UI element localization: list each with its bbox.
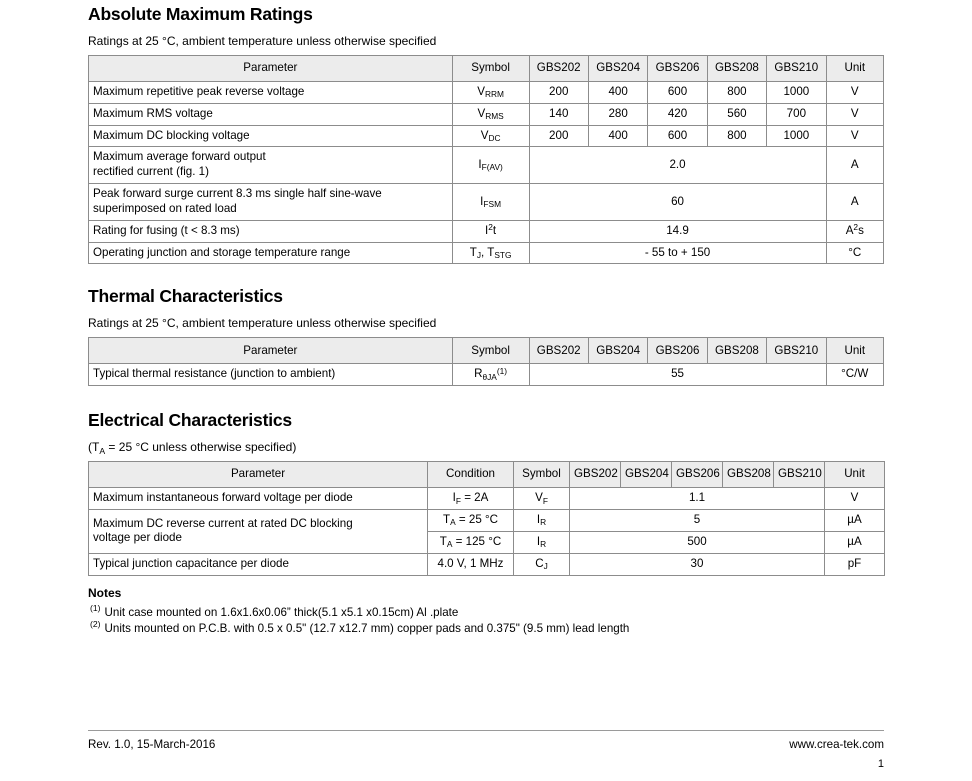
notes-section <box>88 586 884 636</box>
cell-merged-value: 1.1 <box>570 488 825 510</box>
cell-merged-value: 30 <box>570 553 825 575</box>
cell-merged-value: 55 <box>529 364 826 386</box>
condition-sub: F <box>455 495 461 506</box>
col-gbs202: GBS202 <box>570 462 621 488</box>
section-subtitle-electrical <box>88 440 884 454</box>
condition-post: = 25 °C <box>455 513 498 527</box>
section-title-electrical: Electrical Characteristics <box>88 410 292 431</box>
cell-symbol <box>452 125 529 147</box>
parameter-line-1: Maximum average forward output <box>93 150 266 164</box>
symbol-sub: θJA <box>482 371 497 382</box>
note-item <box>88 619 884 635</box>
unit-sup: 2 <box>853 222 859 233</box>
symbol-sup: 2 <box>488 222 493 233</box>
col-symbol: Symbol <box>514 462 570 488</box>
cell-parameter: Operating junction and storage temperature range <box>89 242 453 264</box>
cell-symbol <box>452 184 529 221</box>
cell-symbol <box>514 488 570 510</box>
cell-unit: A <box>826 147 883 184</box>
subtitle-sub: A <box>99 445 106 456</box>
subtitle-pre: (T <box>88 440 100 455</box>
cell-gbs202: 200 <box>529 125 588 147</box>
condition-post: = 2A <box>460 491 489 505</box>
table-row <box>89 125 884 147</box>
condition-sub: A <box>450 517 456 528</box>
section-absolute-maximum-ratings <box>88 0 884 264</box>
cell-merged-value: 14.9 <box>529 220 826 242</box>
parameter-line-2: rectified current (fig. 1) <box>93 165 209 179</box>
symbol-sub: R <box>540 517 547 528</box>
col-parameter: Parameter <box>89 56 453 82</box>
table-row <box>89 220 884 242</box>
col-gbs210: GBS210 <box>774 462 825 488</box>
condition-sub: A <box>446 539 453 550</box>
symbol-base: R <box>474 367 483 381</box>
table-row <box>89 488 885 510</box>
footer-revision: Rev. 1.0, 15-March-2016 <box>88 738 216 751</box>
page-number: 1 <box>877 758 884 770</box>
col-condition: Condition <box>428 462 514 488</box>
note-marker: (2) <box>90 619 101 630</box>
col-gbs208: GBS208 <box>707 56 766 82</box>
col-symbol: Symbol <box>452 56 529 82</box>
cell-gbs206: 600 <box>648 82 707 104</box>
parameter-line-2: superimposed on rated load <box>93 201 237 215</box>
table-header-row <box>89 338 884 364</box>
cell-gbs208: 800 <box>707 82 766 104</box>
cell-parameter: Maximum DC blocking voltage <box>89 125 453 147</box>
cell-parameter: Typical thermal resistance (junction to ambient) <box>89 364 453 386</box>
table-electrical-characteristics <box>88 461 885 575</box>
cell-parameter: Typical junction capacitance per diode <box>89 553 428 575</box>
col-gbs204: GBS204 <box>621 462 672 488</box>
cell-unit: °C/W <box>826 364 883 386</box>
cell-symbol <box>452 364 529 386</box>
symbol-sub-2: STG <box>494 249 512 260</box>
cell-unit: V <box>826 125 883 147</box>
cell-parameter: Maximum repetitive peak reverse voltage <box>89 82 453 104</box>
table-row <box>89 103 884 125</box>
table-row <box>89 147 884 184</box>
footer-website[interactable]: www.crea-tek.com <box>789 738 884 751</box>
table-absolute-maximum-ratings <box>88 55 884 264</box>
condition-base: I <box>452 491 456 505</box>
symbol-sub: F(AV) <box>481 162 503 173</box>
cell-parameter: Maximum RMS voltage <box>89 103 453 125</box>
parameter-line-1: Peak forward surge current 8.3 ms single half sine-wave <box>93 187 382 201</box>
col-gbs204: GBS204 <box>588 56 647 82</box>
table-header-row <box>89 56 884 82</box>
section-subtitle-amr: Ratings at 25 °C, ambient temperature unless otherwise specified <box>88 34 437 48</box>
cell-merged-value: 2.0 <box>529 147 826 184</box>
cell-gbs204: 280 <box>588 103 647 125</box>
cell-unit: V <box>826 82 883 104</box>
cell-gbs206: 420 <box>648 103 707 125</box>
note-text: Unit case mounted on 1.6x1.6x0.06” thick(5.1 x5.1 x0.15cm) Al .plate <box>104 605 459 619</box>
condition-post: = 125 °C <box>452 534 502 548</box>
cell-symbol <box>452 103 529 125</box>
col-gbs202: GBS202 <box>529 56 588 82</box>
symbol-base: C <box>535 556 544 570</box>
section-subtitle-thermal: Ratings at 25 °C, ambient temperature unless otherwise specified <box>88 316 437 331</box>
cell-parameter: Rating for fusing (t < 8.3 ms) <box>89 220 453 242</box>
col-parameter: Parameter <box>89 338 453 364</box>
symbol-sub: FSM <box>483 198 502 209</box>
col-gbs208: GBS208 <box>707 338 766 364</box>
cell-unit: A <box>826 184 883 221</box>
cell-condition <box>428 531 514 553</box>
cell-gbs202: 140 <box>529 103 588 125</box>
col-unit: Unit <box>826 338 883 364</box>
col-symbol: Symbol <box>452 338 529 364</box>
note-marker: (1) <box>90 602 101 613</box>
table-row <box>89 242 884 264</box>
cell-parameter <box>89 510 428 554</box>
table-thermal-characteristics <box>88 337 884 386</box>
cell-unit: V <box>825 488 885 510</box>
cell-unit: µA <box>825 531 885 553</box>
table-row <box>89 510 885 532</box>
cell-merged-value: 60 <box>529 184 826 221</box>
subtitle-post: = 25 °C unless otherwise specified) <box>105 440 297 455</box>
cell-gbs210: 1000 <box>767 125 826 147</box>
cell-symbol <box>514 553 570 575</box>
col-gbs210: GBS210 <box>767 56 826 82</box>
symbol-base: V <box>477 106 486 120</box>
cell-gbs202: 200 <box>529 82 588 104</box>
cell-merged-value: - 55 to + 150 <box>529 242 826 264</box>
symbol-base: I <box>478 157 482 171</box>
cell-symbol <box>452 147 529 184</box>
page-footer <box>88 730 884 751</box>
parameter-line-2: voltage per diode <box>93 531 182 545</box>
cell-unit: $A^2s$ <box>826 220 883 242</box>
symbol-sub: F <box>542 495 548 506</box>
cell-parameter <box>89 184 453 221</box>
symbol-base: V <box>477 85 485 98</box>
symbol-sub: DC <box>488 132 501 143</box>
condition-base: T <box>442 513 451 527</box>
col-gbs206: GBS206 <box>648 338 707 364</box>
symbol-base: V <box>480 128 489 142</box>
note-text: Units mounted on P.C.B. with 0.5 x 0.5" (12.7 x12.7 mm) copper pads and 0.375" (9.5 mm) lead length <box>104 622 630 636</box>
symbol-sub: RRM <box>484 89 504 100</box>
section-title-thermal: Thermal Characteristics <box>88 286 283 307</box>
cell-unit: µA <box>825 510 885 532</box>
note-item <box>88 603 884 619</box>
cell-unit: V <box>826 103 883 125</box>
col-parameter: Parameter <box>89 462 428 488</box>
col-unit: Unit <box>826 56 883 82</box>
cell-symbol <box>514 510 570 532</box>
col-gbs206: GBS206 <box>648 56 707 82</box>
cell-gbs210: 700 <box>767 103 826 125</box>
table-row <box>89 184 884 221</box>
cell-gbs204: 400 <box>588 82 647 104</box>
cell-unit: °C <box>826 242 883 264</box>
symbol-base: I <box>480 194 484 208</box>
col-gbs204: GBS204 <box>588 338 647 364</box>
parameter-line-1: Maximum DC reverse current at rated DC blocking <box>93 516 353 530</box>
cell-condition: 4.0 V, 1 MHz <box>428 553 514 575</box>
cell-merged-value: 500 <box>570 531 825 553</box>
cell-parameter: Maximum instantaneous forward voltage per diode <box>89 488 428 510</box>
table-row <box>89 364 884 386</box>
section-thermal-characteristics <box>88 286 884 386</box>
cell-symbol <box>514 531 570 553</box>
cell-condition <box>428 510 514 532</box>
symbol-note: (1) <box>496 365 508 376</box>
cell-gbs208: 560 <box>707 103 766 125</box>
condition-base: T <box>439 534 447 548</box>
section-electrical-characteristics <box>88 410 884 575</box>
col-unit: Unit <box>825 462 885 488</box>
table-header-row <box>89 462 885 488</box>
symbol-base: V <box>535 491 543 505</box>
cell-gbs208: 800 <box>707 125 766 147</box>
symbol-base: I <box>536 534 541 548</box>
table-row <box>89 82 884 104</box>
symbol-base: I <box>536 513 541 527</box>
cell-gbs210: 1000 <box>767 82 826 104</box>
symbol-sub: R <box>540 539 547 550</box>
cell-condition <box>428 488 514 510</box>
cell-symbol: $I^2t$ <box>452 220 529 242</box>
cell-parameter <box>89 147 453 184</box>
section-title-amr: Absolute Maximum Ratings <box>88 4 313 24</box>
cell-symbol: $T_J$, $T_{STG}$ <box>452 242 529 264</box>
cell-gbs206: 600 <box>648 125 707 147</box>
cell-gbs204: 400 <box>588 125 647 147</box>
col-gbs206: GBS206 <box>672 462 723 488</box>
col-gbs208: GBS208 <box>723 462 774 488</box>
cell-symbol <box>452 82 529 104</box>
col-gbs210: GBS210 <box>767 338 826 364</box>
col-gbs202: GBS202 <box>529 338 588 364</box>
table-row <box>89 553 885 575</box>
symbol-sub: J <box>543 561 548 572</box>
cell-merged-value: 5 <box>570 510 825 532</box>
symbol-sub: RMS <box>485 111 504 122</box>
notes-title: Notes <box>88 585 122 600</box>
symbol-sub: J <box>476 249 481 260</box>
cell-unit: pF <box>825 553 885 575</box>
